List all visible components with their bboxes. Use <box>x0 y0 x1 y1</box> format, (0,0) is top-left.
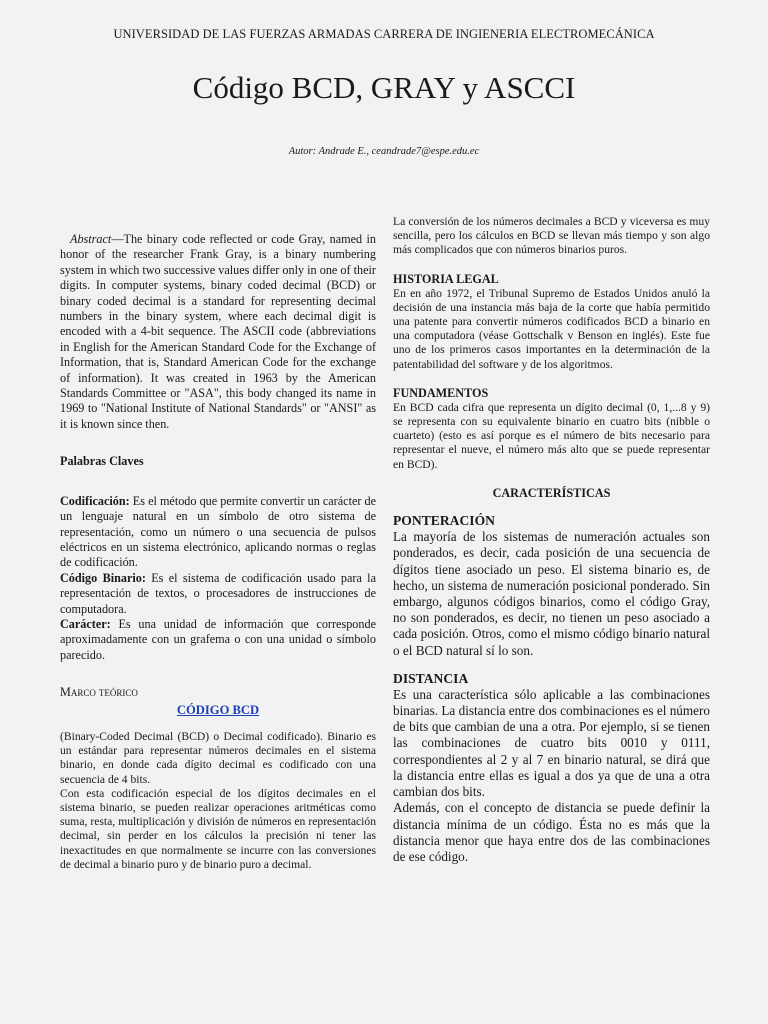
right-column <box>393 215 710 865</box>
definition-codigo-binario <box>60 571 376 617</box>
caracteristicas-heading: CARACTERÍSTICAS <box>492 485 611 500</box>
distancia-heading: DISTANCIA <box>393 670 469 686</box>
historia-legal-heading: HISTORIA LEGAL <box>393 271 499 286</box>
ponderacion-text: La mayoría de los sistemas de numeración actuales son ponderados, es decir, cada posición de una secuencia de dígitos tiene asociado un peso. El sistema binario es, de hecho, un sistema de numeración posicional ponderado. Sin embargo, algunos códigos binarios, como el código Gray, no son ponderados, es decir, no tienen un peso asociado a cada posición. Otros, como el mismo código binario natural o el BCD natural sí lo son. <box>393 529 710 658</box>
abstract-label: Abstract <box>70 232 112 246</box>
definition-text: Es el método que permite convertir un carácter de un lenguaje natural en un símbolo de otro sistema de representación, como un número o una secuencia de pulsos eléctricos en un sistema electrónico, aplicando normas o reglas de codificación. <box>60 493 376 570</box>
bcd-paragraph-1: (Binary-Coded Decimal (BCD) o Decimal codificado). Binario es un estándar para representar números decimales en el sistema binario, en donde cada dígito decimal es codificado con una secuencia de 4 bits. <box>60 729 376 786</box>
document-title: Código BCD, GRAY y ASCCI <box>192 70 576 105</box>
author-line: Autor: Andrade E., ceandrade7@espe.edu.ec <box>288 146 480 157</box>
abstract-text: —The binary code reflected or code Gray, named in honor of the researcher Frank Gray, is a binary numbering system in which two successive values differ only in one of their digits. In computer systems, binary coded decimal (BCD) or binary coded decimal is a standard for representing decimal numbers in the binary system, where each decimal digit is encoded with a 4-bit sequence. The ASCII code (abbreviations in English for the American Standard Code for the Exchange of Information, that is, Standard American Code for the exchange of information). It was created in 1963 by the American Standards Committee or "ASA", this body changed its name in 1969 to "National Institute of National Standards" or "ANSI" as it is known since then. <box>60 232 376 431</box>
distancia-text-1: Es una característica sólo aplicable a las combinaciones binarias. La distancia entre dos combinaciones es el número de bits que cambian de una a otra. Por ejemplo, si se tienen las combinaciones de cuatro bits 0010 y 0111, correspondientes al 2 y al 7 en binario natural, se dirá que la distancia entre ellas es igual a dos ya que de una a otra cambian dos bits. <box>393 686 710 800</box>
marco-teorico-heading: Marco teórico <box>60 685 138 700</box>
definition-codificacion <box>60 494 376 571</box>
fundamentos-text: En BCD cada cifra que representa un dígito decimal (0, 1,...8 y 9) se representa con su equivalente binario en cuatro bits (nibble o cuarteto) (esto es así porque es el número de bits necesario para representar el nueve, el número más alto que se puede representar en BCD). <box>393 400 710 471</box>
definition-text: Es una unidad de información que corresponde aproximadamente con un grafema o con una unidad o símbolo parecido. <box>60 616 376 662</box>
bcd-paragraph-2: Con esta codificación especial de los dígitos decimales en el sistema binario, se pueden realizar operaciones aritméticas como suma, resta, multiplicación y división de números en representación decimal, sin perder en los cálculos la precisión ni tener las inexactitudes en que normalmente se incurre con las conversiones de decimal a binario puro y de binario puro a decimal. <box>60 786 376 871</box>
conversion-intro: La conversión de los números decimales a BCD y viceversa es muy sencilla, pero los cálculos en BCD se llevan más tiempo y son algo más complicados que con números binarios puros. <box>393 215 710 257</box>
definition-term: Código Binario: <box>60 570 146 585</box>
left-column <box>60 232 376 872</box>
definition-caracter <box>60 617 376 663</box>
ponderacion-heading: PONTERACIÓN <box>393 513 495 529</box>
historia-legal-text: En en año 1972, el Tribunal Supremo de Estados Unidos anuló la decisión de una instancia más baja de la corte que había permitido una patente para convertir números codificados BCD a binario en una computadora (véase Gottschalk v Benson en inglés). Este fue uno de los primeros casos importantes en la determinación de la patentabilidad del software y de los algoritmos. <box>393 286 710 371</box>
keywords-title: Palabras Claves <box>60 454 144 469</box>
university-header: UNIVERSIDAD DE LAS FUERZAS ARMADAS CARRERA DE INGIENERIA ELECTROMECÁNICA <box>113 27 655 41</box>
fundamentos-heading: FUNDAMENTOS <box>393 385 489 400</box>
definition-term: Carácter: <box>60 616 111 631</box>
distancia-text-2: Además, con el concepto de distancia se puede definir la distancia mínima de un código. Ésta no es más que la distancia menor que haya entre dos de las combinaciones de ese código. <box>393 800 710 864</box>
abstract-paragraph <box>60 232 376 432</box>
definition-term: Codificación: <box>60 493 130 508</box>
codigo-bcd-heading: CÓDIGO BCD <box>176 702 260 717</box>
definition-text: Es el sistema de codificación usado para la representación de textos, o procesadores de instrucciones de computadora. <box>60 570 376 616</box>
